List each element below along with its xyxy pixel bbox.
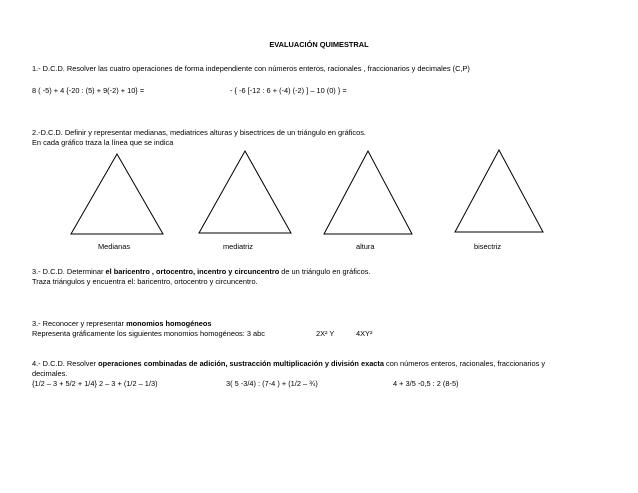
question-3b-prefix: 3.- Reconocer y representar bbox=[32, 319, 127, 328]
label-mediatriz: mediatriz bbox=[223, 242, 253, 251]
question-4-expression-c: 4 + 3/5 -0,5 : 2 (8-5) bbox=[393, 379, 459, 388]
monomial-3: 4XY² bbox=[356, 329, 373, 338]
question-4-bold: operaciones combinadas de adición, sustracción multiplicación y división exacta bbox=[98, 359, 384, 368]
triangle-medianas bbox=[70, 153, 164, 235]
question-2-text: 2.-D.C.D. Definir y representar medianas, mediatrices alturas y bisectrices de un triángulo en gráficos. bbox=[32, 128, 366, 137]
triangle-bisectriz bbox=[454, 149, 544, 233]
question-1-text: 1.- D.C.D. Resolver las cuatro operaciones de forma independiente con números enteros, racionales , fraccionarios y decimales (C,P) bbox=[32, 64, 470, 73]
question-3-text bbox=[32, 267, 370, 276]
question-3-suffix: de un triángulo en gráficos. bbox=[279, 267, 371, 276]
label-medianas: Medianas bbox=[98, 242, 131, 251]
page-title: EVALUACIÓN QUIMESTRAL bbox=[269, 40, 369, 49]
question-3-instruction: Traza triángulos y encuentra el: baricentro, ortocentro y circuncentro. bbox=[32, 277, 258, 286]
label-bisectriz: bisectriz bbox=[474, 242, 502, 251]
question-4-expression-a: {1/2 – 3 + 5/2 + 1/4} 2 – 3 + (1/2 – 1/3) bbox=[32, 379, 158, 388]
question-4-prefix: 4.- D.C.D. Resolver bbox=[32, 359, 99, 368]
question-3b-text bbox=[32, 319, 212, 328]
question-1-expression-a: 8 ( -5) + 4 {-20 : (5) + 9(-2) + 10} = bbox=[32, 86, 145, 95]
question-3-bold: el baricentro , ortocentro, incentro y circuncentro bbox=[105, 267, 280, 276]
monomial-2: 2X² Y bbox=[316, 329, 335, 338]
question-3b-instruction: Representa gráficamente los siguientes monomios homogéneos: 3 abc bbox=[32, 329, 265, 338]
label-altura: altura bbox=[356, 242, 375, 251]
question-3-prefix: 3.- D.C.D. Determinar bbox=[32, 267, 106, 276]
question-4-suffix: con números enteros, racionales, fraccionarios y bbox=[384, 359, 546, 368]
question-3b-bold: monomios homogéneos bbox=[126, 319, 212, 328]
triangle-altura bbox=[323, 150, 413, 235]
question-4-text bbox=[32, 359, 545, 368]
triangle-mediatriz bbox=[198, 150, 292, 234]
question-2-instruction: En cada gráfico traza la línea que se indica bbox=[32, 138, 174, 147]
question-4-continuation: decimales. bbox=[32, 369, 68, 378]
question-4-expression-b: 3( 5 -3/4) : (7-4 ) + (1/2 – ¾) bbox=[226, 379, 318, 388]
question-1-expression-b: - { -6 [-12 : 6 + (-4) (-2) ] – 10 (0) } = bbox=[230, 86, 347, 95]
